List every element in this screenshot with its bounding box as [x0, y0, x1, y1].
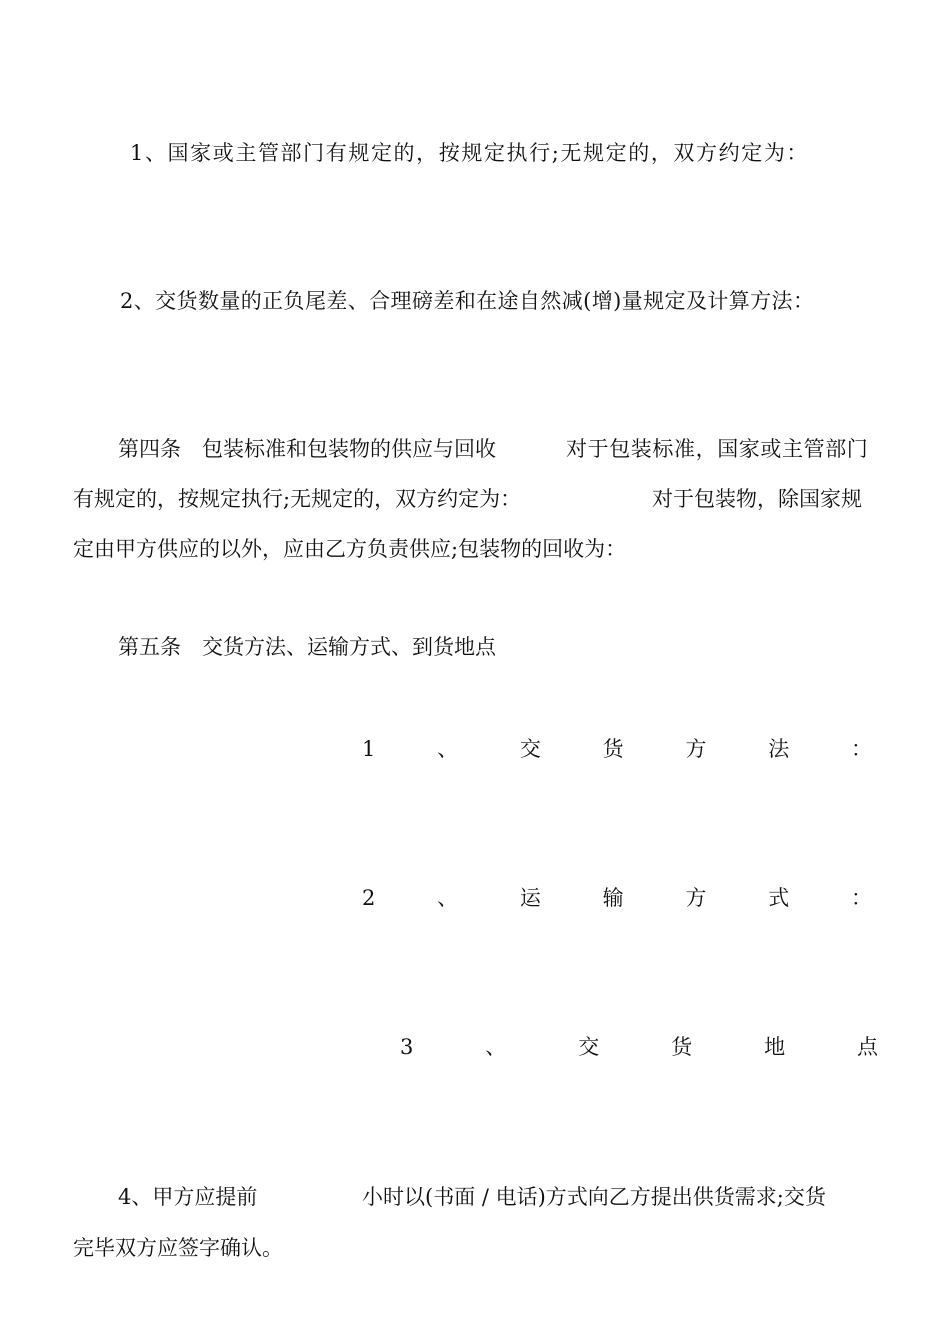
item-1-char: 交: [519, 737, 541, 761]
item-1-char: 1: [362, 737, 376, 761]
item-2-char: 运: [519, 886, 541, 910]
clause-1: 1、国家或主管部门有规定的，按规定执行;无规定的，双方约定为：: [130, 141, 810, 165]
item-3-char: 、: [485, 1035, 507, 1059]
article-4-line-3: 定由甲方供应的以外，应由乙方负责供应;包装物的回收为：: [73, 537, 627, 561]
item-2-char: 、: [437, 886, 459, 910]
item-1-char: 货: [602, 737, 624, 761]
article-5-item-2: [362, 888, 872, 909]
item-2-char: 式: [768, 886, 790, 910]
item-3-char: 地: [764, 1035, 786, 1059]
item-3-char: 3: [400, 1035, 414, 1059]
item-3-char: 点: [856, 1035, 878, 1059]
article-4-line-2b: 对于包装物，除国家规: [652, 487, 862, 511]
article-4-line-2a: 有规定的，按规定执行;无规定的，双方约定为：: [73, 487, 522, 511]
item-1-char: ：: [850, 737, 872, 761]
article-5-heading: 第五条 交货方法、运输方式、到货地点: [118, 635, 496, 659]
article-5-item-4a: 4、甲方应提前: [118, 1185, 258, 1209]
item-1-char: 方: [685, 737, 707, 761]
article-5-item-3: [400, 1037, 878, 1058]
item-1-char: 法: [768, 737, 790, 761]
item-3-char: 交: [578, 1035, 600, 1059]
clause-2: 2、交货数量的正负尾差、合理磅差和在途自然减(增)量规定及计算方法：: [120, 289, 815, 313]
article-4-line-1: 对于包装标准，国家或主管部门: [566, 437, 869, 461]
item-2-char: 方: [685, 886, 707, 910]
item-2-char: 2: [362, 886, 376, 910]
item-3-char: 货: [671, 1035, 693, 1059]
item-2-char: 输: [602, 886, 624, 910]
article-4-heading: 第四条 包装标准和包装物的供应与回收: [118, 437, 496, 461]
item-1-char: 、: [437, 737, 459, 761]
article-5-item-4b: 小时以(书面 / 电话)方式向乙方提出供货需求;交货: [362, 1185, 826, 1209]
article-5-item-1: [362, 739, 872, 760]
article-5-item-4-line-2: 完毕双方应签字确认。: [73, 1236, 283, 1260]
item-2-char: ：: [850, 886, 872, 910]
